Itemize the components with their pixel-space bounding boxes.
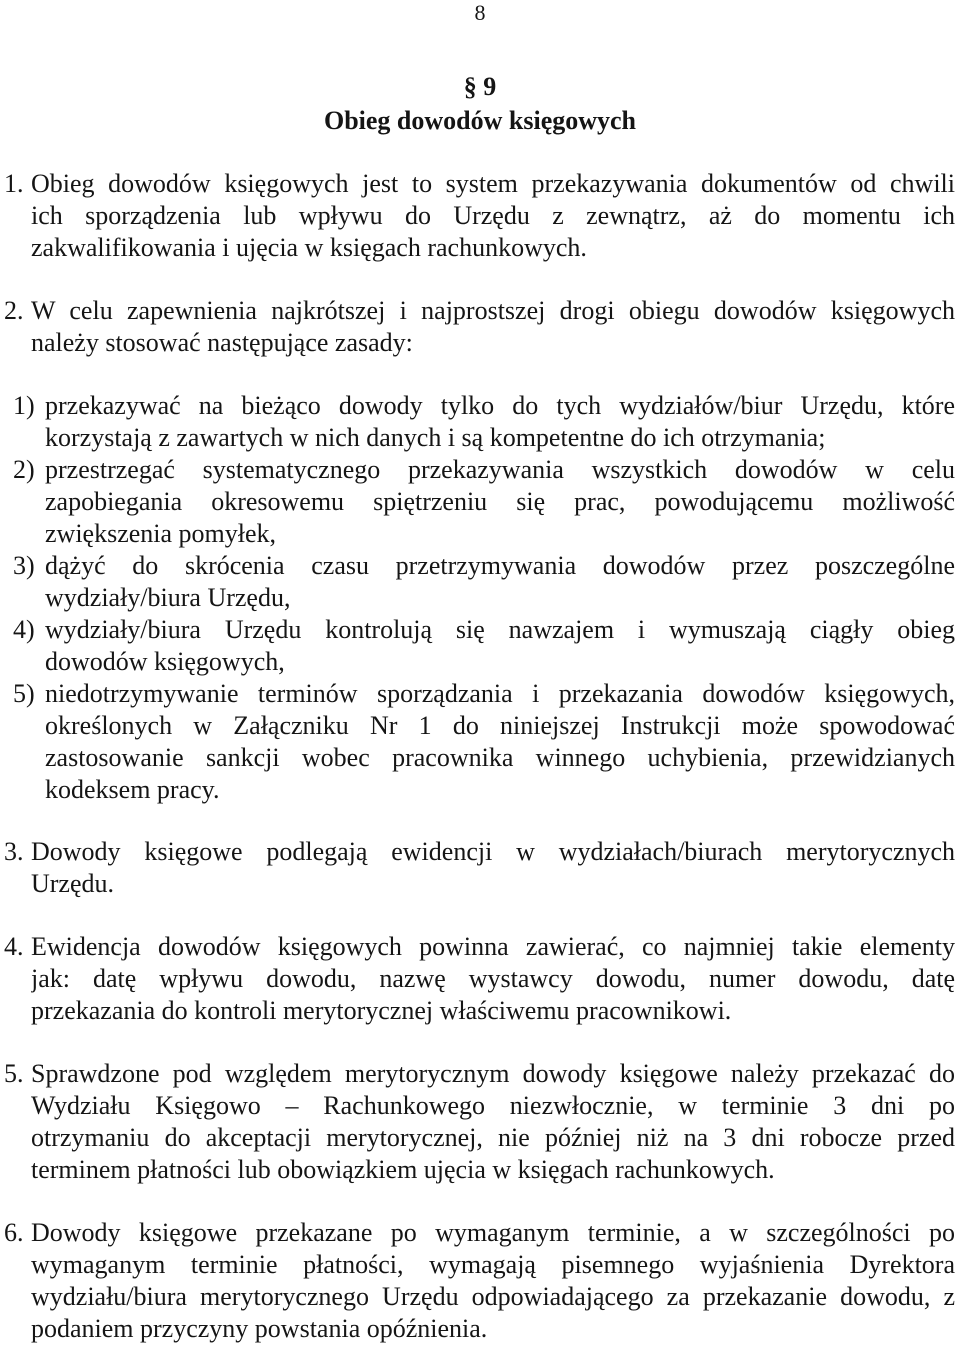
subpoint-text bbox=[45, 550, 955, 614]
point-number: 2. bbox=[4, 296, 24, 325]
text-line: dążyć do skrócenia czasu przetrzymywania dowodów przez poszczególne bbox=[45, 551, 955, 580]
text-line: jak: datę wpływu dowodu, nazwę wystawcy dowodu, numer dowodu, datę bbox=[31, 964, 955, 993]
text-line: przekazania do kontroli merytorycznej właściwemu pracownikowi. bbox=[31, 996, 732, 1025]
point-number: 5. bbox=[4, 1059, 24, 1088]
subpoint-number: 5) bbox=[13, 679, 35, 708]
text-line: zapobiegania okresowemu spiętrzeniu się prac, powodującemu możliwość bbox=[45, 487, 955, 516]
text-line: Wydziału Księgowo – Rachunkowego niezwłocznie, w terminie 3 dni po bbox=[31, 1091, 955, 1120]
text-line: określonych w Załączniku Nr 1 do niniejszej Instrukcji może spowodować bbox=[45, 711, 955, 740]
point-text bbox=[31, 836, 955, 900]
point-number: 4. bbox=[4, 932, 24, 961]
text-line: kodeksem pracy. bbox=[45, 775, 220, 804]
text-line: wydziały/biura Urzędu, bbox=[45, 583, 291, 612]
text-line: terminem płatności lub obowiązkiem ujęcia w księgach rachunkowych. bbox=[31, 1155, 775, 1184]
text-line: przekazywać na bieżąco dowody tylko do tych wydziałów/biur Urzędu, które bbox=[45, 391, 955, 420]
text-line: zwiększenia pomyłek, bbox=[45, 519, 277, 548]
point-number: 3. bbox=[4, 837, 24, 866]
subpoint-text bbox=[45, 614, 955, 678]
text-line: Dowody księgowe przekazane po wymaganym terminie, a w szczególności po bbox=[31, 1218, 955, 1247]
point-text bbox=[31, 931, 955, 1027]
text-line: niedotrzymywanie terminów sporządzania i przekazania dowodów księgowych, bbox=[45, 679, 955, 708]
point-text bbox=[31, 1058, 955, 1186]
text-line: zakwalifikowania i ujęcia w księgach rachunkowych. bbox=[31, 233, 587, 262]
text-line: wydziały/biura Urzędu kontrolują się nawzajem i wymuszają ciągły obieg bbox=[45, 615, 955, 644]
text-line: przestrzegać systematycznego przekazywania wszystkich dowodów w celu bbox=[45, 455, 955, 484]
text-line: dowodów księgowych, bbox=[45, 647, 285, 676]
point-text bbox=[31, 168, 955, 264]
text-line: Ewidencja dowodów księgowych powinna zawierać, co najmniej takie elementy bbox=[31, 932, 955, 961]
text-line: Urzędu. bbox=[31, 869, 115, 898]
page-number: 8 bbox=[474, 0, 486, 25]
subpoint-text bbox=[45, 390, 955, 454]
subpoint-number: 3) bbox=[13, 551, 35, 580]
text-line: ich sporządzenia lub wpływu do Urzędu z zewnątrz, aż do momentu ich bbox=[31, 201, 955, 230]
subpoint-number: 4) bbox=[13, 615, 35, 644]
text-line: W celu zapewnienia najkrótszej i najprostszej drogi obiegu dowodów księgowych bbox=[31, 296, 955, 325]
subpoint-number: 1) bbox=[13, 391, 35, 420]
text-line: zastosowanie sankcji wobec pracownika winnego uchybienia, przewidzianych bbox=[45, 743, 955, 772]
point-number: 1. bbox=[4, 169, 24, 198]
text-line: korzystają z zawartych w nich danych i są kompetentne do ich otrzymania; bbox=[45, 423, 826, 452]
subpoint-text bbox=[45, 678, 955, 806]
text-line: należy stosować następujące zasady: bbox=[31, 328, 413, 357]
text-line: Dowody księgowe podlegają ewidencji w wydziałach/biurach merytorycznych bbox=[31, 837, 955, 866]
point-text bbox=[31, 1217, 955, 1345]
subpoint-number: 2) bbox=[13, 455, 35, 484]
text-line: wymaganym terminie płatności, wymagają pisemnego wyjaśnienia Dyrektora bbox=[31, 1250, 955, 1279]
text-line: Obieg dowodów księgowych jest to system przekazywania dokumentów od chwili bbox=[31, 169, 955, 198]
text-line: otrzymaniu do akceptacji merytorycznej, nie później niż na 3 dni robocze przed bbox=[31, 1123, 955, 1152]
section-title: Obieg dowodów księgowych bbox=[323, 106, 637, 135]
text-line: wydziału/biura merytorycznego Urzędu odpowiadającego za przekazanie dowodu, z bbox=[31, 1282, 955, 1311]
section-number: § 9 bbox=[463, 72, 497, 101]
subpoint-text bbox=[45, 454, 955, 550]
text-line: podaniem przyczyny powstania opóźnienia. bbox=[31, 1314, 488, 1343]
point-number: 6. bbox=[4, 1218, 24, 1247]
point-text bbox=[31, 295, 955, 359]
text-line: Sprawdzone pod względem merytorycznym dowody księgowe należy przekazać do bbox=[31, 1059, 955, 1088]
